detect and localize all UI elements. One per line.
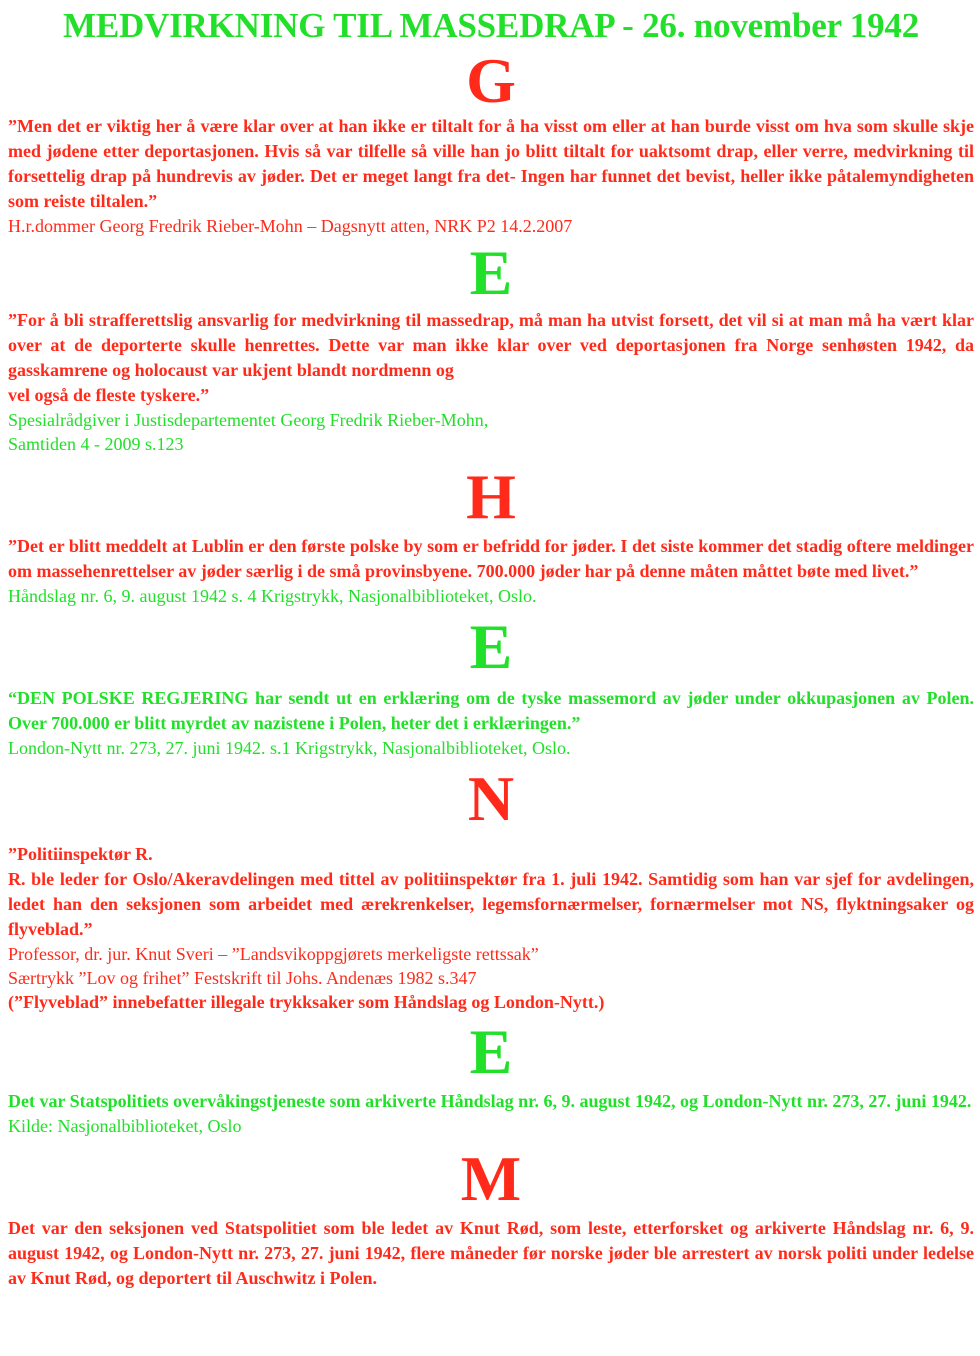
- source-n: [8, 942, 974, 990]
- acrostic-letter-e2: E: [469, 611, 513, 682]
- quote-h: ”Det er blitt meddelt at Lublin er den første polske by som er befridd for jøder. I det siste kommer det stadig oftere meldinger om massehenrettelser av jøder særlig i de små provinsbyene. 700.000 jøder har på denne måten måttet bøte med livet.”: [8, 536, 974, 581]
- quote-line: ”Politiinspektør R.: [8, 844, 153, 864]
- source-h: [8, 584, 974, 608]
- source-line: Kilde: Nasjonalbiblioteket, Oslo: [8, 1116, 242, 1136]
- quote-line: ”For å bli strafferettslig ansvarlig for medvirkning til massedrap, må man ha utvist forsett, det vil si at man må ha vært klar over at de deporterte skulle henrettes. Dette var man ikke klar over ved deportasjonen fra Norge senhøsten 1942, da gasskamrene og holocaust var ukjent blandt nordmenn og: [8, 310, 974, 380]
- source-g: [8, 214, 974, 238]
- source-line: Samtiden 4 - 2009 s.123: [8, 434, 184, 454]
- note-n: (”Flyveblad” innebefatter illegale trykksaker som Håndslag og London-Nytt.): [8, 992, 605, 1012]
- quote-line: R. ble leder for Oslo/Akeravdelingen med tittel av politiinspektør fra 1. juli 1942. Samtidig som han var sjef for avdelingen, ledet han den seksjonen som arbeidet med ærekrenkelser, legemsfornærmelser, fornærmelser mot NS, flyktningsaker og flyveblad.”: [8, 869, 974, 939]
- acrostic-letter-g: G: [466, 45, 516, 116]
- acrostic-letter-m: M: [460, 1143, 522, 1214]
- source-line: Håndslag nr. 6, 9. august 1942 s. 4 Krigstrykk, Nasjonalbiblioteket, Oslo.: [8, 586, 537, 606]
- quote-m: Det var den seksjonen ved Statspolitiet som ble ledet av Knut Rød, som leste, etterforsket og arkiverte Håndslag nr. 6, 9. august 1942, og London-Nytt nr. 273, 27. juni 1942, flere måneder før norske jøder ble arrestert av norsk politi under ledelse av Knut Rød, og deportert til Auschwitz i Polen.: [8, 1218, 974, 1288]
- quote-line: vel også de fleste tyskere.”: [8, 385, 210, 405]
- quote-e3: Det var Statspolitiets overvåkingstjeneste som arkiverte Håndslag nr. 6, 9. august 1942, og London-Nytt nr. 273, 27. juni 1942.: [8, 1091, 972, 1111]
- acrostic-letter-e3: E: [469, 1016, 513, 1087]
- quote-g: ”Men det er viktig her å være klar over at han ikke er tiltalt for å ha visst om eller at han burde visst om hva som skulle skje med jødene etter deportasjonen. Hvis så var tilfelle så ville han jo blitt tiltalt for uaktsomt drap, eller verre, medvirkning til forsettelig drap på hundrevis av jøder. Det er meget langt fra det- Ingen har funnet det bevist, heller ikke påtalemyndigheten som reiste tiltalen.”: [8, 116, 974, 211]
- acrostic-letter-e1: E: [469, 237, 513, 308]
- source-line: Professor, dr. jur. Knut Sveri – ”Landsvikoppgjørets merkeligste rettssak”: [8, 944, 539, 964]
- source-line: H.r.dommer Georg Fredrik Rieber-Mohn – Dagsnytt atten, NRK P2 14.2.2007: [8, 216, 573, 236]
- source-e3: [8, 1114, 974, 1138]
- source-e1: [8, 408, 974, 456]
- quote-n: [8, 842, 974, 942]
- acrostic-letter-h: H: [466, 461, 516, 532]
- source-line: Spesialrådgiver i Justisdepartementet Georg Fredrik Rieber-Mohn,: [8, 410, 489, 430]
- source-line: London-Nytt nr. 273, 27. juni 1942. s.1 Krigstrykk, Nasjonalbiblioteket, Oslo.: [8, 738, 571, 758]
- acrostic-letter-n: N: [467, 763, 515, 834]
- source-line: Særtrykk ”Lov og frihet” Festskrift til Johs. Andenæs 1982 s.347: [8, 968, 477, 988]
- quote-e1: [8, 308, 974, 408]
- document-page: [8, 0, 974, 1291]
- source-e2: [8, 736, 974, 760]
- quote-e2: “DEN POLSKE REGJERING har sendt ut en erklæring om de tyske massemord av jøder under okkupasjonen av Polen. Over 700.000 er blitt myrdet av nazistene i Polen, heter det i erklæringen.”: [8, 688, 974, 733]
- page-title: MEDVIRKNING TIL MASSEDRAP - 26. november 1942: [62, 6, 920, 45]
